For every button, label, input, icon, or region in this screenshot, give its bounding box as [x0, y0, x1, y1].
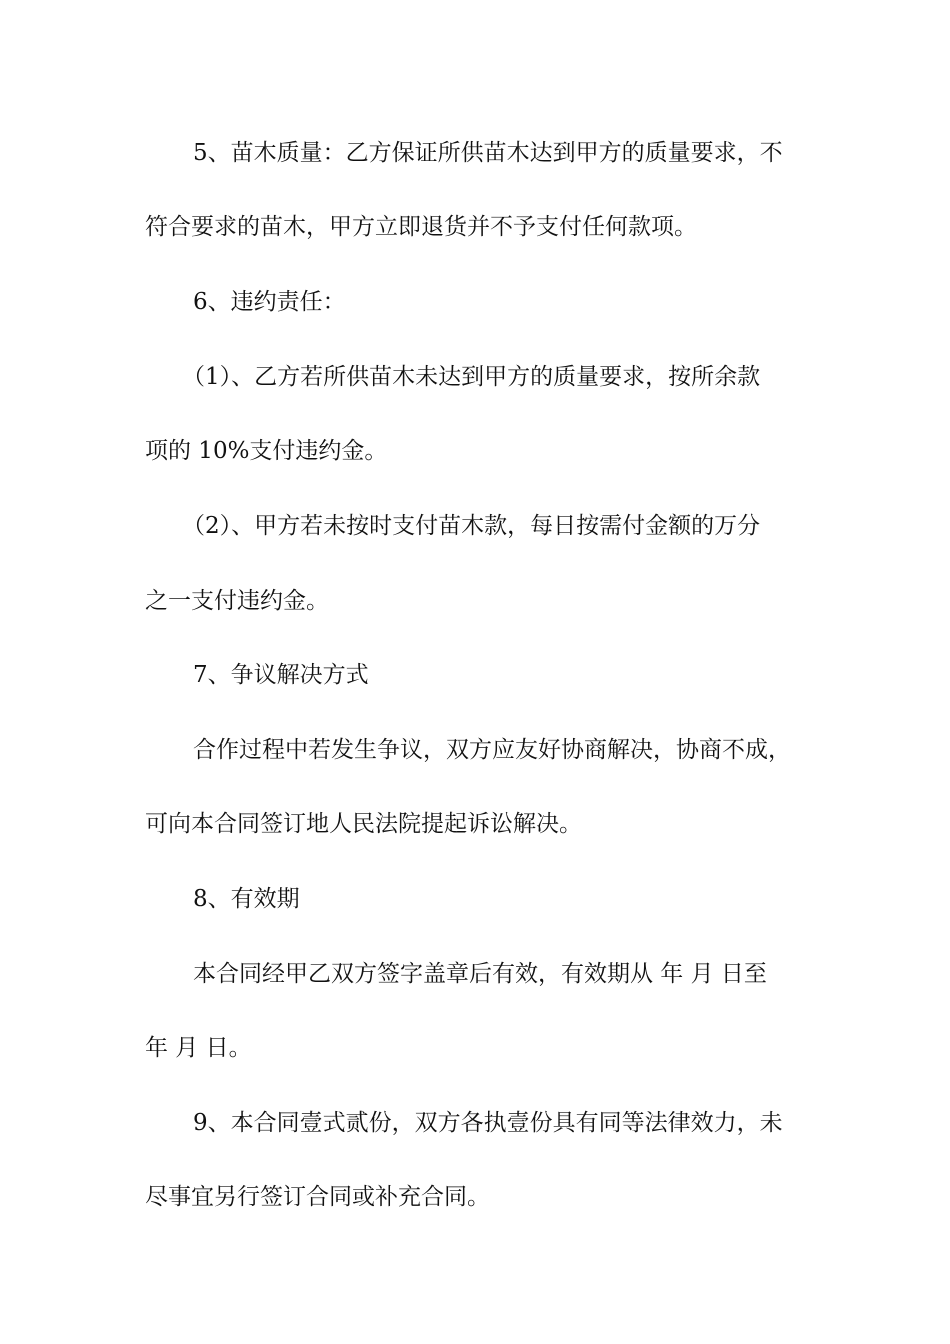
clause-7-line-2: 可向本合同签订地人民法院提起诉讼解决。	[145, 811, 582, 837]
clause-9-line-1: 9、本合同壹式贰份，双方各执壹份具有同等法律效力，未	[193, 1110, 783, 1136]
clause-7-heading: 7、争议解决方式	[193, 662, 369, 688]
clause-9-line-2: 尽事宜另行签订合同或补充合同。	[145, 1184, 490, 1210]
clause-6-2-line-1: （2）、甲方若未按时支付苗木款，每日按需付金额的万分	[182, 513, 761, 539]
clause-5-line-1: 5、苗木质量：乙方保证所供苗木达到甲方的质量要求，不	[193, 140, 783, 166]
clause-5-line-2: 符合要求的苗木，甲方立即退货并不予支付任何款项。	[145, 214, 697, 240]
clause-8-line-2: 年 月 日。	[145, 1035, 252, 1061]
clause-8-line-1: 本合同经甲乙双方签字盖章后有效，有效期从 年 月 日至	[193, 961, 767, 987]
clause-8-heading: 8、有效期	[193, 886, 300, 912]
clause-6-2-line-2: 之一支付违约金。	[145, 588, 329, 614]
clause-6-1-line-2: 项的 10%支付违约金。	[145, 438, 388, 464]
clause-7-line-1: 合作过程中若发生争议，双方应友好协商解决，协商不成，	[193, 737, 791, 763]
clause-6-1-line-1: （1）、乙方若所供苗木未达到甲方的质量要求，按所余款	[182, 364, 761, 390]
clause-6-heading: 6、违约责任：	[193, 289, 346, 315]
